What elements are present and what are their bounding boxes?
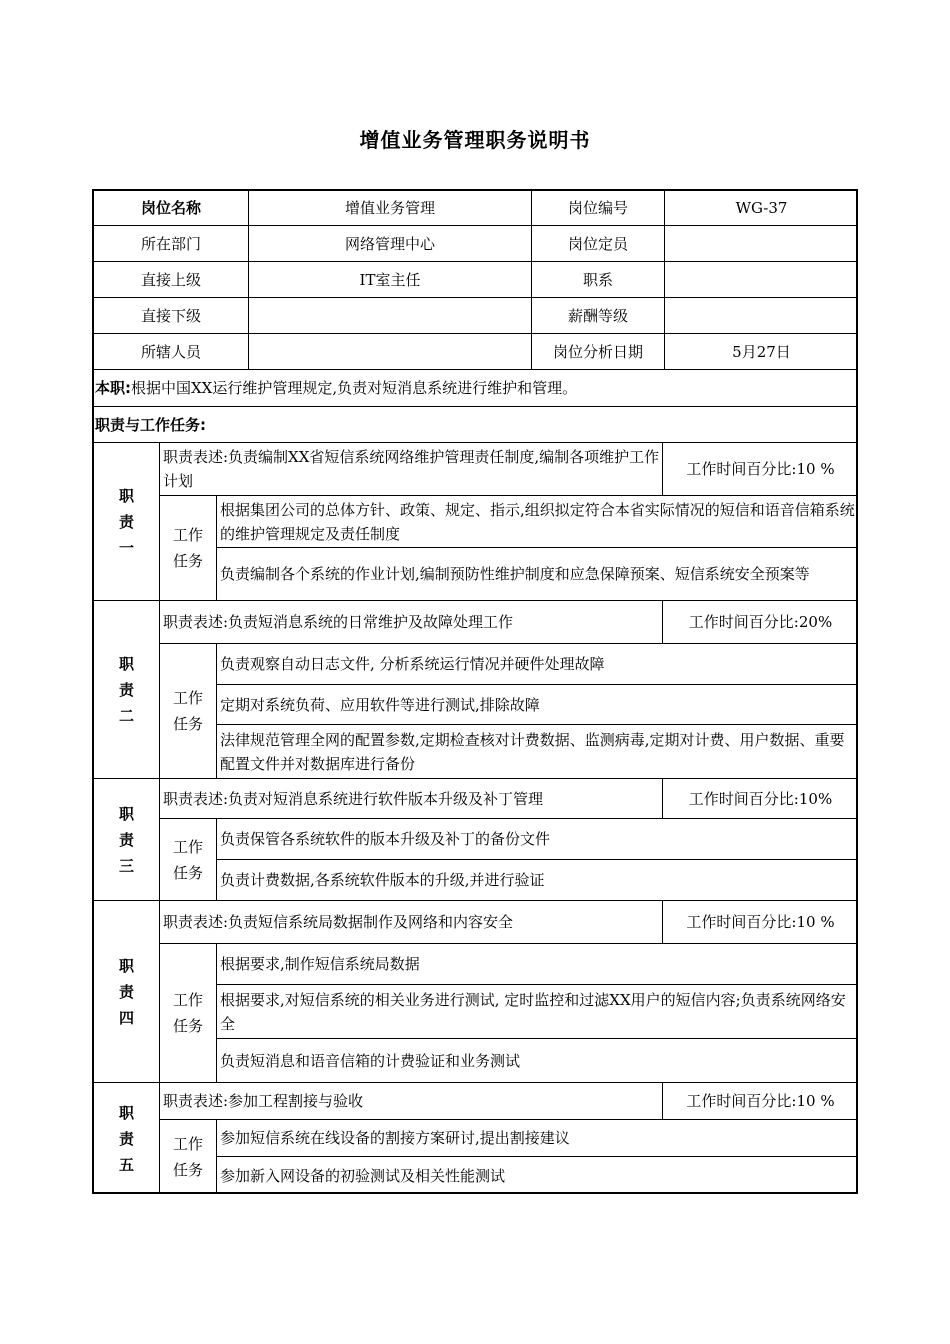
core-duty-row <box>94 370 858 407</box>
label-position-name: 岗位名称 <box>94 191 249 226</box>
duty-1-task-2: 负责编制各个系统的作业计划,编制预防性维护制度和应急保障预案、短信系统安全预案等 <box>217 548 858 601</box>
value-superior: IT室主任 <box>249 262 532 298</box>
label-job-family: 职系 <box>532 262 665 298</box>
duty-2-description: 职责表述:负责短消息系统的日常维护及故障处理工作 <box>160 601 663 644</box>
value-analysis-date: 5月27日 <box>665 334 858 370</box>
label-headcount: 岗位定员 <box>532 226 665 262</box>
duty-4-time-percent: 工作时间百分比:10 % <box>663 901 858 944</box>
duty-5-label: 职 责 五 <box>94 1083 160 1194</box>
section-title: 职责与工作任务: <box>94 407 858 443</box>
duty-5-time-percent: 工作时间百分比:10 % <box>663 1083 858 1120</box>
duty-2-time-percent: 工作时间百分比:20% <box>663 601 858 644</box>
duty-5-task-label: 工作 任务 <box>160 1120 217 1194</box>
value-headcount <box>665 226 858 262</box>
value-staff <box>249 334 532 370</box>
value-position-name: 增值业务管理 <box>249 191 532 226</box>
duty-4-label: 职 责 四 <box>94 901 160 1083</box>
value-job-family <box>665 262 858 298</box>
duty-4-description: 职责表述:负责短信系统局数据制作及网络和内容安全 <box>160 901 663 944</box>
duty-3-time-percent: 工作时间百分比:10% <box>663 779 858 819</box>
duty-5-description: 职责表述:参加工程割接与验收 <box>160 1083 663 1120</box>
duty-2-task-2: 定期对系统负荷、应用软件等进行测试,排除故障 <box>217 685 858 725</box>
core-duty-text: 根据中国XX运行维护管理规定,负责对短消息系统进行维护和管理。 <box>131 379 578 397</box>
duty-4-task-1: 根据要求,制作短信系统局数据 <box>217 944 858 985</box>
value-subordinate <box>249 298 532 334</box>
duty-4-task-2: 根据要求,对短信系统的相关业务进行测试, 定时监控和过滤XX用户的短信内容;负责系统网络安全 <box>217 985 858 1039</box>
duty-2-task-3: 法律规范管理全网的配置参数,定期检查核对计费数据、监测病毒,定期对计费、用户数据、重要配置文件并对数据库进行备份 <box>217 725 858 779</box>
label-superior: 直接上级 <box>94 262 249 298</box>
duty-3-label: 职 责 三 <box>94 779 160 901</box>
value-position-code: WG-37 <box>665 191 858 226</box>
duty-1-task-label: 工作 任务 <box>160 496 217 601</box>
label-subordinate: 直接下级 <box>94 298 249 334</box>
duty-3-description: 职责表述:负责对短消息系统进行软件版本升级及补丁管理 <box>160 779 663 819</box>
duty-1-description: 职责表述:负责编制XX省短信系统网络维护管理责任制度,编制各项维护工作计划 <box>160 443 663 496</box>
label-department: 所在部门 <box>94 226 249 262</box>
value-pay-grade <box>665 298 858 334</box>
job-description-table <box>92 189 858 1194</box>
label-pay-grade: 薪酬等级 <box>532 298 665 334</box>
duty-5-task-2: 参加新入网设备的初验测试及相关性能测试 <box>220 1166 506 1185</box>
duty-2-label: 职 责 二 <box>94 601 160 779</box>
label-staff: 所辖人员 <box>94 334 249 370</box>
page-title: 增值业务管理职务说明书 <box>359 128 591 152</box>
duty-3-task-label: 工作 任务 <box>160 819 217 901</box>
duty-4-task-label: 工作 任务 <box>160 944 217 1083</box>
duty-5-task-1: 参加短信系统在线设备的割接方案研讨,提出割接建议 <box>217 1120 858 1157</box>
duty-2-task-label: 工作 任务 <box>160 644 217 779</box>
duty-3-task-1: 负责保管各系统软件的版本升级及补丁的备份文件 <box>217 819 858 860</box>
duty-4-task-3: 负责短消息和语音信箱的计费验证和业务测试 <box>217 1039 858 1083</box>
duty-2-task-1: 负责观察自动日志文件, 分析系统运行情况并硬件处理故障 <box>217 644 858 685</box>
label-analysis-date: 岗位分析日期 <box>532 334 665 370</box>
duty-1-time-percent: 工作时间百分比:10 % <box>663 443 858 496</box>
duty-1-label: 职 责 一 <box>94 443 160 601</box>
duty-3-task-2: 负责计费数据,各系统软件版本的升级,并进行验证 <box>217 860 858 901</box>
core-duty-label: 本职: <box>95 379 131 397</box>
value-department: 网络管理中心 <box>249 226 532 262</box>
label-position-code: 岗位编号 <box>532 191 665 226</box>
duty-1-task-1: 根据集团公司的总体方针、政策、规定、指示,组织拟定符合本省实际情况的短信和语音信箱系统的维护管理规定及责任制度 <box>217 496 858 548</box>
